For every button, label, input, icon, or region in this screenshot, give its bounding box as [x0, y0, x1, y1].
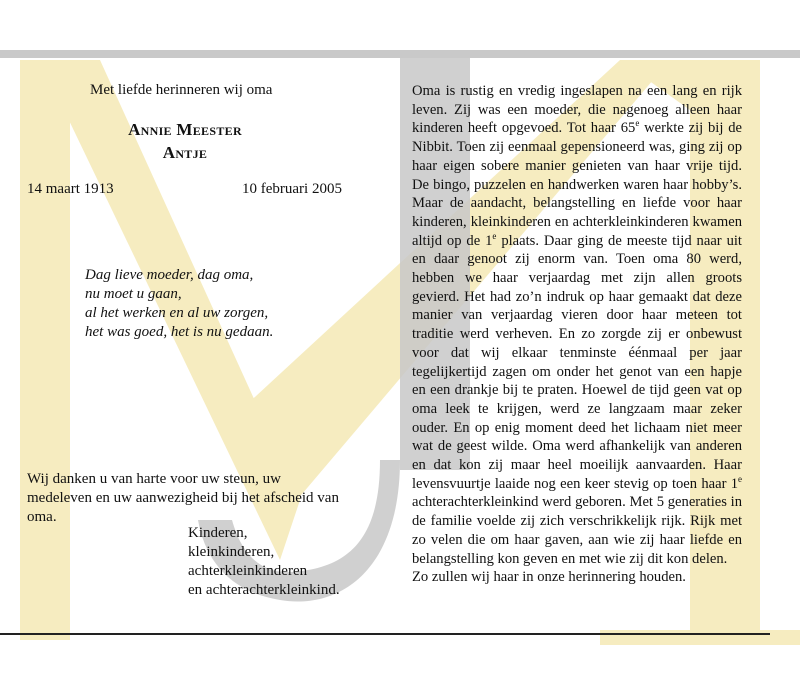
story-text: Oma is rustig en vredig ingeslapen na een lang en rijk leven. Zij was een moeder, die nagenoeg alleen haar kinderen heeft opgevoed. Tot haar 65 [412, 83, 742, 137]
story-text: plaats. Daar ging de meeste tijd naar uit en daar genoot zij enorm van. Toen oma 80 werd, hebben we haar verjaardag met zijn allen groots gevierd. Het had zo’n indruk op haar gemaakt dat deze manier van verjaardag vieren door haar meteen tot traditie werd verheven. En zo zorgde zij er onbewust voor dat wij elkaar tenminste éénmaal per jaar tegelijkertijd zagen om onder het genot van een hapje en een drankje bij te praten. Hoewel de tijd geen vat op oma leek te krijgen, werd ze langzaam maar zeker ouder. En op enig moment deed het lichaam niet meer wat de geest wilde. Oma werd afhankelijk van anderen en dat kon zij maar heel moeilijk aanvaarden. Haar levensvuurtje laaide nog een keer stevig op toen haar 1 [412, 232, 742, 492]
death-date: 10 februari 2005 [242, 181, 342, 197]
deceased-name: Annie Meester [128, 120, 242, 139]
birth-date: 14 maart 1913 [27, 181, 114, 197]
poem-line: nu moet u gaan, [85, 286, 182, 302]
deceased-nickname: Antje [162, 143, 208, 162]
poem [85, 266, 273, 342]
closing-line: Zo zullen wij haar in onze herinnering houden. [412, 569, 686, 586]
superscript: e [738, 473, 742, 484]
story-text: achterachterkleinkind werd geboren. Met 5 generaties in de familie voelde zij zich verschrikkelijk rijk. Rijk met zo velen die om haar gaven, aan wie zij haar liefde en belangstelling kon geven en met wie zij dit kon delen. [412, 494, 742, 567]
superscript: e [492, 230, 497, 241]
signer-line: Kinderen, [188, 525, 248, 541]
bottom-divider [0, 633, 770, 635]
poem-line: al het werken en al uw zorgen, [85, 305, 269, 321]
life-story [412, 82, 742, 587]
thanks-text: Wij danken u van harte voor uw steun, uw medeleven en uw aanwezigheid bij het afscheid van oma. [27, 471, 339, 525]
superscript: e [635, 118, 640, 129]
signer-line: kleinkinderen, [188, 544, 275, 560]
intro-line: Met liefde herinneren wij oma [90, 82, 273, 98]
story-paragraph [412, 82, 742, 568]
poem-line: Dag lieve moeder, dag oma, [85, 267, 254, 283]
poem-line: het was goed, het is nu gedaan. [85, 324, 274, 340]
signer-line: achterkleinkinderen [188, 563, 308, 579]
deceased-name-block [100, 118, 270, 164]
signer-line: en achterachterkleinkind. [188, 582, 340, 598]
story-text: werkte zij bij de Nibbit. Toen zij eenmaal gepensioneerd was, ging zij op haar eigen sobere manier genieten van haar vrije tijd. De bingo, puzzelen en handwerken waren haar hobby’s. Maar de aandacht, belangstelling en liefde voor haar kinderen, kleinkinderen en achterkleinkinderen kwamen altijd op de 1 [412, 120, 742, 249]
signers [188, 524, 340, 600]
watermark-m-left-stem [20, 60, 70, 640]
